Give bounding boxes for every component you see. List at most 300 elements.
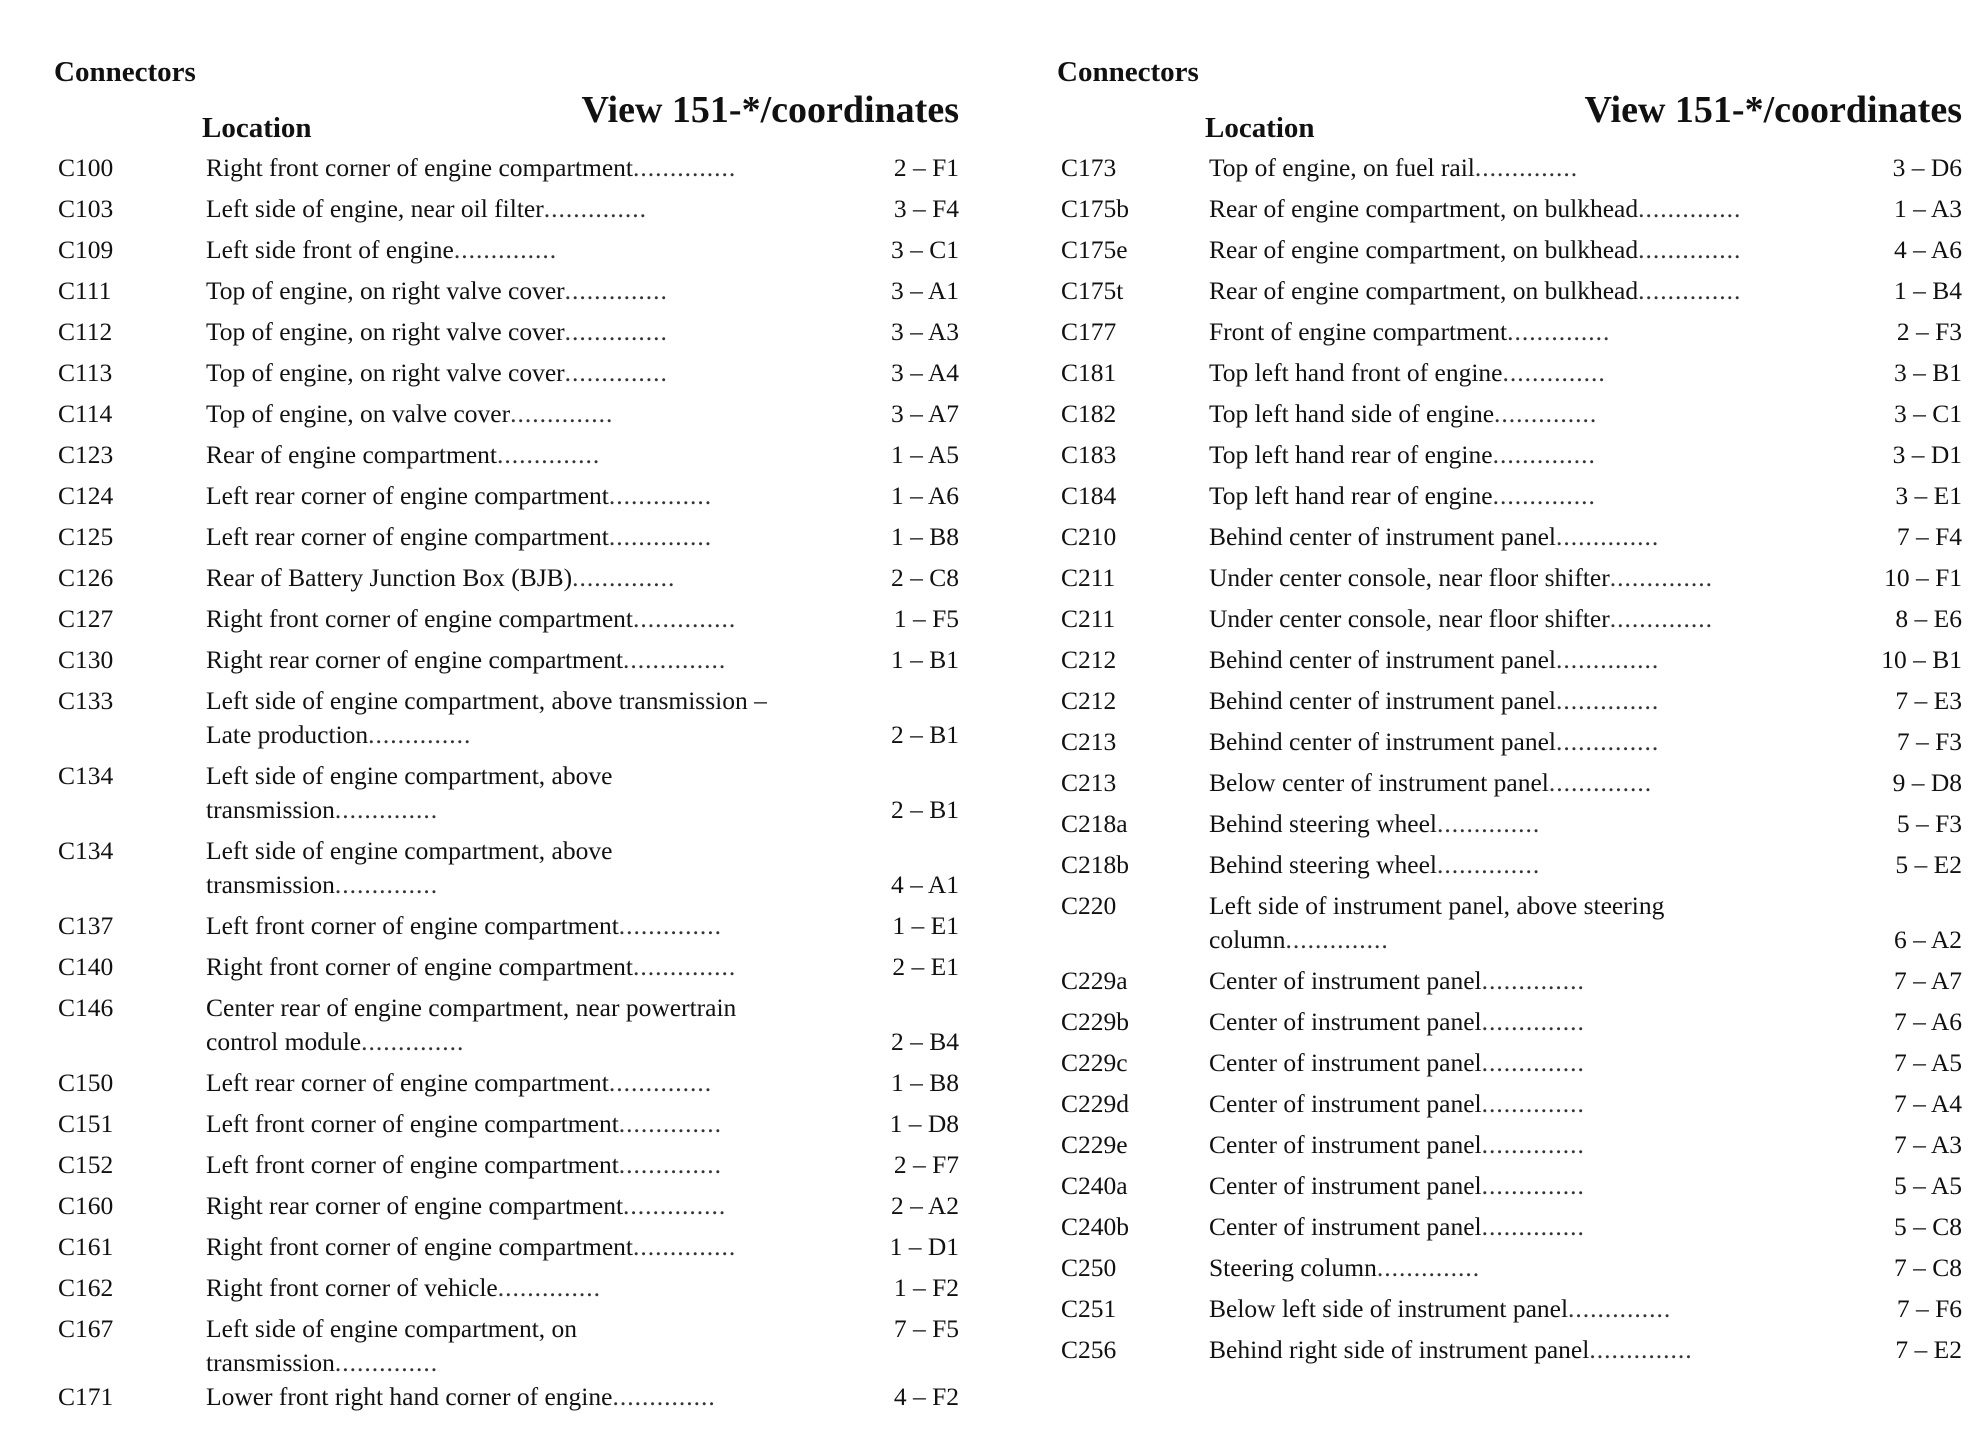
connector-location-text: Left side of engine compartment, above transmission	[206, 761, 613, 824]
view-header: View 151-*/coordinates	[1584, 89, 1962, 131]
view-coordinate: 7 – F5	[893, 1314, 959, 1343]
connector-location-text: Behind center of instrument panel	[1209, 645, 1556, 674]
connector-code: C162	[58, 1273, 114, 1302]
leader-dots: ..............	[334, 870, 439, 899]
view-coordinate: 2 – E1	[892, 952, 959, 981]
connector-code: C134	[58, 836, 114, 865]
connector-code: C251	[1061, 1294, 1117, 1323]
table-row	[54, 192, 959, 233]
view-coordinate: 2 – F1	[893, 153, 959, 182]
table-row	[54, 602, 959, 643]
connector-location-text: Left side of engine compartment, on transmission	[206, 1314, 578, 1377]
connector-code: C213	[1061, 768, 1117, 797]
view-coordinate: 3 – E1	[1895, 481, 1962, 510]
table-row	[1057, 964, 1962, 1005]
connector-code: C167	[58, 1314, 114, 1343]
connector-location-text: Rear of engine compartment, on bulkhead	[1209, 235, 1639, 264]
table-row	[1057, 1087, 1962, 1128]
connector-code: C146	[58, 993, 114, 1022]
leader-dots: ..............	[1494, 399, 1598, 428]
connector-location-text: Right front corner of vehicle	[206, 1273, 498, 1302]
table-row	[54, 834, 959, 909]
connector-location-text: Left front corner of engine compartment	[206, 1150, 619, 1179]
connector-location-text: Behind right side of instrument panel	[1209, 1335, 1590, 1364]
table-row	[54, 315, 959, 356]
connector-location-text: Top of engine, on right valve cover	[206, 317, 565, 346]
leader-dots: ..............	[633, 1232, 737, 1261]
connector-location-text: Center rear of engine compartment, near powertrain control module	[206, 993, 737, 1056]
table-row	[1057, 889, 1962, 964]
connector-location-text: Behind center of instrument panel	[1209, 727, 1556, 756]
connector-location-text: Right rear corner of engine compartment	[206, 1191, 624, 1220]
connector-code: C220	[1061, 891, 1117, 920]
table-row	[54, 991, 959, 1066]
connector-location-text: Left side of engine compartment, above transmission – Late production	[206, 686, 767, 749]
table-row	[54, 479, 959, 520]
connector-code: C183	[1061, 440, 1117, 469]
table-row	[1057, 1333, 1962, 1374]
leader-dots: ..............	[1548, 768, 1653, 797]
view-coordinate: 7 – A7	[1893, 966, 1962, 995]
connector-location-text: Top left hand front of engine	[1209, 358, 1503, 387]
connector-location	[206, 909, 806, 943]
leader-dots: ..............	[334, 795, 439, 824]
connector-location	[206, 1230, 806, 1264]
connector-location-text: Center of instrument panel	[1209, 966, 1482, 995]
connector-code: C137	[58, 911, 114, 940]
connector-location-text: Right front corner of engine compartment	[206, 952, 633, 981]
view-coordinate: 9 – D8	[1892, 768, 1962, 797]
view-coordinate: 1 – D1	[889, 1232, 959, 1261]
connector-code: C111	[58, 276, 112, 305]
table-row	[54, 561, 959, 602]
location-header: Location	[1205, 112, 1315, 144]
table-row	[54, 1189, 959, 1230]
connector-code: C175e	[1061, 235, 1128, 264]
connector-location-text: Center of instrument panel	[1209, 1212, 1482, 1241]
connector-list	[54, 151, 959, 1421]
leader-dots: ..............	[564, 317, 668, 346]
connector-location-text: Below center of instrument panel	[1209, 768, 1549, 797]
connector-code: C124	[58, 481, 114, 510]
connector-location	[1209, 438, 1809, 472]
connector-location	[206, 561, 806, 595]
connector-code: C150	[58, 1068, 114, 1097]
connector-code: C218a	[1061, 809, 1128, 838]
table-row	[1057, 1251, 1962, 1292]
table-row	[54, 1107, 959, 1148]
connector-code: C211	[1061, 604, 1116, 633]
connector-location	[1209, 766, 1809, 800]
connector-location-text: Right front corner of engine compartment	[206, 1232, 633, 1261]
connector-location	[1209, 1251, 1809, 1285]
connector-code: C229a	[1061, 966, 1128, 995]
connector-code: C161	[58, 1232, 114, 1261]
connector-code: C134	[58, 761, 114, 790]
view-coordinate: 4 – A6	[1893, 235, 1962, 264]
connector-location	[206, 233, 806, 267]
table-row	[1057, 1128, 1962, 1169]
connector-code: C177	[1061, 317, 1117, 346]
table-row	[54, 274, 959, 315]
table-row	[54, 1380, 959, 1421]
leader-dots: ..............	[1481, 1212, 1585, 1241]
connector-location	[206, 1271, 806, 1305]
connector-location-text: Right front corner of engine compartment	[206, 604, 633, 633]
view-coordinate: 3 – C1	[1893, 399, 1962, 428]
connector-location-text: Left side of engine compartment, above transmission	[206, 836, 613, 899]
connector-location	[1209, 964, 1809, 998]
table-row	[1057, 725, 1962, 766]
connector-location-text: Center of instrument panel	[1209, 1048, 1482, 1077]
connector-location-text: Top left hand side of engine	[1209, 399, 1495, 428]
view-coordinate: 7 – A3	[1893, 1130, 1962, 1159]
leader-dots: ..............	[1555, 522, 1660, 551]
view-coordinate: 2 – B4	[890, 1027, 959, 1056]
connector-location-text: Under center console, near floor shifter	[1209, 563, 1610, 592]
connector-code: C160	[58, 1191, 114, 1220]
leader-dots: ..............	[1376, 1253, 1481, 1282]
connector-location	[1209, 397, 1809, 431]
connector-location-text: Top left hand rear of engine	[1209, 440, 1493, 469]
leader-dots: ..............	[1481, 1048, 1585, 1077]
table-row	[1057, 602, 1962, 643]
connector-location-text: Behind center of instrument panel	[1209, 522, 1556, 551]
connector-location	[206, 1380, 806, 1414]
connector-code: C126	[58, 563, 114, 592]
view-coordinate: 7 – C8	[1893, 1253, 1962, 1282]
connector-code: C125	[58, 522, 114, 551]
connector-code: C229c	[1061, 1048, 1128, 1077]
view-coordinate: 3 – D6	[1892, 153, 1962, 182]
view-coordinate: 3 – D1	[1892, 440, 1962, 469]
connector-code: C100	[58, 153, 114, 182]
section-title: Connectors	[1057, 56, 1199, 88]
view-coordinate: 1 – A3	[1893, 194, 1962, 223]
connector-location	[206, 192, 806, 226]
view-coordinate: 8 – E6	[1895, 604, 1962, 633]
connector-location	[206, 356, 806, 390]
view-coordinate: 1 – B1	[890, 645, 959, 674]
table-row	[1057, 807, 1962, 848]
view-coordinate: 3 – A1	[890, 276, 959, 305]
view-header: View 151-*/coordinates	[581, 89, 959, 131]
leader-dots: ..............	[1555, 727, 1660, 756]
connector-code: C212	[1061, 645, 1117, 674]
view-coordinate: 7 – F6	[1896, 1294, 1962, 1323]
view-coordinate: 1 – F2	[893, 1273, 959, 1302]
connector-code: C127	[58, 604, 114, 633]
connector-location-text: Left side of engine, near oil filter	[206, 194, 544, 223]
leader-dots: ..............	[1609, 563, 1713, 592]
leader-dots: ..............	[1507, 317, 1611, 346]
view-coordinate: 3 – A3	[890, 317, 959, 346]
connector-location-text: Under center console, near floor shifter	[1209, 604, 1610, 633]
leader-dots: ..............	[1555, 645, 1660, 674]
view-coordinate: 5 – C8	[1893, 1212, 1962, 1241]
connector-code: C173	[1061, 153, 1117, 182]
location-header: Location	[202, 112, 312, 144]
table-row	[1057, 1005, 1962, 1046]
view-coordinate: 2 – B1	[890, 795, 959, 824]
leader-dots: ..............	[453, 235, 558, 264]
view-coordinate: 5 – F3	[1896, 809, 1962, 838]
leader-dots: ..............	[361, 1027, 465, 1056]
leader-dots: ..............	[1492, 481, 1596, 510]
connector-location	[206, 602, 806, 636]
table-row	[54, 438, 959, 479]
table-row	[1057, 1046, 1962, 1087]
table-row	[1057, 315, 1962, 356]
table-row	[1057, 848, 1962, 889]
connector-code: C114	[58, 399, 113, 428]
view-coordinate: 7 – E2	[1895, 1335, 1962, 1364]
connector-code: C175b	[1061, 194, 1130, 223]
leader-dots: ..............	[1638, 276, 1742, 305]
leader-dots: ..............	[1437, 809, 1541, 838]
connector-code: C113	[58, 358, 113, 387]
leader-dots: ..............	[633, 153, 737, 182]
connector-location	[1209, 151, 1809, 185]
table-row	[1057, 192, 1962, 233]
connector-code: C184	[1061, 481, 1117, 510]
connector-code: C256	[1061, 1335, 1117, 1364]
connector-code: C229e	[1061, 1130, 1128, 1159]
connector-code: C229d	[1061, 1089, 1130, 1118]
view-coordinate: 3 – A7	[890, 399, 959, 428]
connector-location	[206, 643, 806, 677]
connector-location	[1209, 848, 1809, 882]
leader-dots: ..............	[633, 604, 737, 633]
table-row	[54, 950, 959, 991]
view-coordinate: 5 – E2	[1895, 850, 1962, 879]
leader-dots: ..............	[1568, 1294, 1672, 1323]
table-row	[1057, 438, 1962, 479]
connector-location-text: Top of engine, on fuel rail	[1209, 153, 1475, 182]
connector-location-text: Rear of Battery Junction Box (BJB)	[206, 563, 573, 592]
view-coordinate: 2 – A2	[890, 1191, 959, 1220]
connector-location	[1209, 1333, 1809, 1367]
leader-dots: ..............	[618, 911, 723, 940]
connector-location-text: Left side front of engine	[206, 235, 454, 264]
connector-location-text: Center of instrument panel	[1209, 1171, 1482, 1200]
view-coordinate: 2 – F3	[1896, 317, 1962, 346]
view-coordinate: 3 – C1	[890, 235, 959, 264]
connector-location-text: Rear of engine compartment, on bulkhead	[1209, 276, 1639, 305]
view-coordinate: 2 – C8	[890, 563, 959, 592]
connector-location	[1209, 889, 1809, 957]
table-row	[1057, 397, 1962, 438]
connector-code: C213	[1061, 727, 1117, 756]
connector-location	[1209, 479, 1809, 513]
view-coordinate: 7 – A4	[1893, 1089, 1962, 1118]
leader-dots: ..............	[510, 399, 614, 428]
view-coordinate: 3 – A4	[890, 358, 959, 387]
connector-location	[1209, 725, 1809, 759]
connector-location	[206, 759, 806, 827]
connector-location	[206, 479, 806, 513]
table-row	[1057, 274, 1962, 315]
connector-code: C210	[1061, 522, 1117, 551]
connector-code: C171	[58, 1382, 114, 1411]
view-coordinate: 3 – B1	[1893, 358, 1962, 387]
leader-dots: ..............	[1609, 604, 1713, 633]
connector-code: C103	[58, 194, 114, 223]
view-coordinate: 1 – B4	[1893, 276, 1962, 305]
view-coordinate: 1 – F5	[893, 604, 959, 633]
leader-dots: ..............	[1474, 153, 1579, 182]
view-coordinate: 7 – F4	[1896, 522, 1962, 551]
table-row	[1057, 1169, 1962, 1210]
connector-location-text: Center of instrument panel	[1209, 1089, 1482, 1118]
connector-location	[206, 1107, 806, 1141]
view-coordinate: 1 – A5	[890, 440, 959, 469]
view-coordinate: 2 – F7	[893, 1150, 959, 1179]
connector-location	[206, 684, 806, 752]
connector-location	[206, 397, 806, 431]
view-coordinate: 1 – D8	[889, 1109, 959, 1138]
connector-list	[1057, 151, 1962, 1374]
view-coordinate: 10 – B1	[1881, 645, 1962, 674]
connector-location	[206, 315, 806, 349]
leader-dots: ..............	[1481, 1130, 1585, 1159]
connector-location	[1209, 1128, 1809, 1162]
connector-code: C229b	[1061, 1007, 1130, 1036]
table-row	[1057, 151, 1962, 192]
connector-code: C218b	[1061, 850, 1130, 879]
table-row	[54, 151, 959, 192]
leader-dots: ..............	[608, 481, 713, 510]
connector-location	[1209, 274, 1809, 308]
table-row	[1057, 479, 1962, 520]
table-row	[54, 643, 959, 684]
leader-dots: ..............	[543, 194, 647, 223]
view-coordinate: 1 – A6	[890, 481, 959, 510]
leader-dots: ..............	[564, 358, 668, 387]
connector-code: C181	[1061, 358, 1117, 387]
table-row	[54, 759, 959, 834]
connector-location	[1209, 561, 1809, 595]
connector-location-text: Steering column	[1209, 1253, 1377, 1282]
leader-dots: ..............	[1589, 1335, 1693, 1364]
table-row	[1057, 356, 1962, 397]
table-row	[1057, 684, 1962, 725]
connector-location	[206, 991, 806, 1059]
connector-location-text: Below left side of instrument panel	[1209, 1294, 1569, 1323]
connector-location-text: Right front corner of engine compartment	[206, 153, 633, 182]
connector-location-text: Center of instrument panel	[1209, 1007, 1482, 1036]
section-title: Connectors	[54, 56, 196, 88]
connector-location	[1209, 315, 1809, 349]
connector-code: C240b	[1061, 1212, 1130, 1241]
view-coordinate: 7 – A6	[1893, 1007, 1962, 1036]
leader-dots: ..............	[608, 522, 713, 551]
connector-code: C151	[58, 1109, 114, 1138]
connector-location	[1209, 684, 1809, 718]
connector-location-text: Rear of engine compartment, on bulkhead	[1209, 194, 1639, 223]
view-coordinate: 2 – B1	[890, 720, 959, 749]
connector-location-text: Behind steering wheel	[1209, 809, 1438, 838]
table-row	[54, 684, 959, 759]
view-coordinate: 7 – E3	[1895, 686, 1962, 715]
connector-location-text: Left rear corner of engine compartment	[206, 1068, 609, 1097]
table-row	[54, 1271, 959, 1312]
table-row	[54, 1230, 959, 1271]
leader-dots: ..............	[368, 720, 472, 749]
view-coordinate: 7 – A5	[1893, 1048, 1962, 1077]
leader-dots: ..............	[1638, 235, 1742, 264]
connector-location-text: Center of instrument panel	[1209, 1130, 1482, 1159]
table-row	[1057, 520, 1962, 561]
connector-location-text: Left rear corner of engine compartment	[206, 522, 609, 551]
connector-location	[1209, 1087, 1809, 1121]
connector-code: C175t	[1061, 276, 1124, 305]
view-coordinate: 10 – F1	[1884, 563, 1962, 592]
view-coordinate: 7 – F3	[1896, 727, 1962, 756]
table-row	[1057, 1210, 1962, 1251]
connector-code: C109	[58, 235, 114, 264]
leader-dots: ..............	[1437, 850, 1541, 879]
connector-location	[1209, 807, 1809, 841]
table-row	[54, 1066, 959, 1107]
connector-location-text: Top left hand rear of engine	[1209, 481, 1493, 510]
leader-dots: ..............	[497, 440, 601, 469]
leader-dots: ..............	[618, 1109, 723, 1138]
connector-location	[1209, 602, 1809, 636]
connector-location	[1209, 1005, 1809, 1039]
view-coordinate: 1 – E1	[892, 911, 959, 940]
table-row	[54, 1312, 959, 1380]
view-coordinate: 5 – A5	[1893, 1171, 1962, 1200]
connector-location-text: Left front corner of engine compartment	[206, 911, 619, 940]
leader-dots: ..............	[623, 645, 727, 674]
connector-location-text: Behind center of instrument panel	[1209, 686, 1556, 715]
connector-location-text: Top of engine, on right valve cover	[206, 276, 565, 305]
connector-location	[1209, 233, 1809, 267]
table-row	[54, 233, 959, 274]
table-row	[1057, 643, 1962, 684]
leader-dots: ..............	[334, 1348, 439, 1377]
view-coordinate: 1 – B8	[890, 1068, 959, 1097]
connector-location	[1209, 1169, 1809, 1203]
connector-location	[1209, 1292, 1809, 1326]
view-coordinate: 4 – A1	[890, 870, 959, 899]
connector-location	[206, 1066, 806, 1100]
leader-dots: ..............	[612, 1382, 716, 1411]
leader-dots: ..............	[1555, 686, 1660, 715]
connector-code: C112	[58, 317, 113, 346]
leader-dots: ..............	[618, 1150, 723, 1179]
connector-location	[206, 1189, 806, 1223]
connector-location-text: Lower front right hand corner of engine	[206, 1382, 613, 1411]
connector-code: C130	[58, 645, 114, 674]
connector-code: C123	[58, 440, 114, 469]
connector-location	[1209, 192, 1809, 226]
connector-location-text: Left rear corner of engine compartment	[206, 481, 609, 510]
leader-dots: ..............	[572, 563, 676, 592]
connector-location	[1209, 1046, 1809, 1080]
connector-location	[1209, 356, 1809, 390]
connector-location-text: Top of engine, on valve cover	[206, 399, 511, 428]
connector-location	[206, 1312, 806, 1380]
table-row	[54, 397, 959, 438]
connector-code: C152	[58, 1150, 114, 1179]
leader-dots: ..............	[564, 276, 668, 305]
connector-location	[206, 151, 806, 185]
connector-location-text: Left front corner of engine compartment	[206, 1109, 619, 1138]
connector-code: C240a	[1061, 1171, 1128, 1200]
leader-dots: ..............	[633, 952, 737, 981]
